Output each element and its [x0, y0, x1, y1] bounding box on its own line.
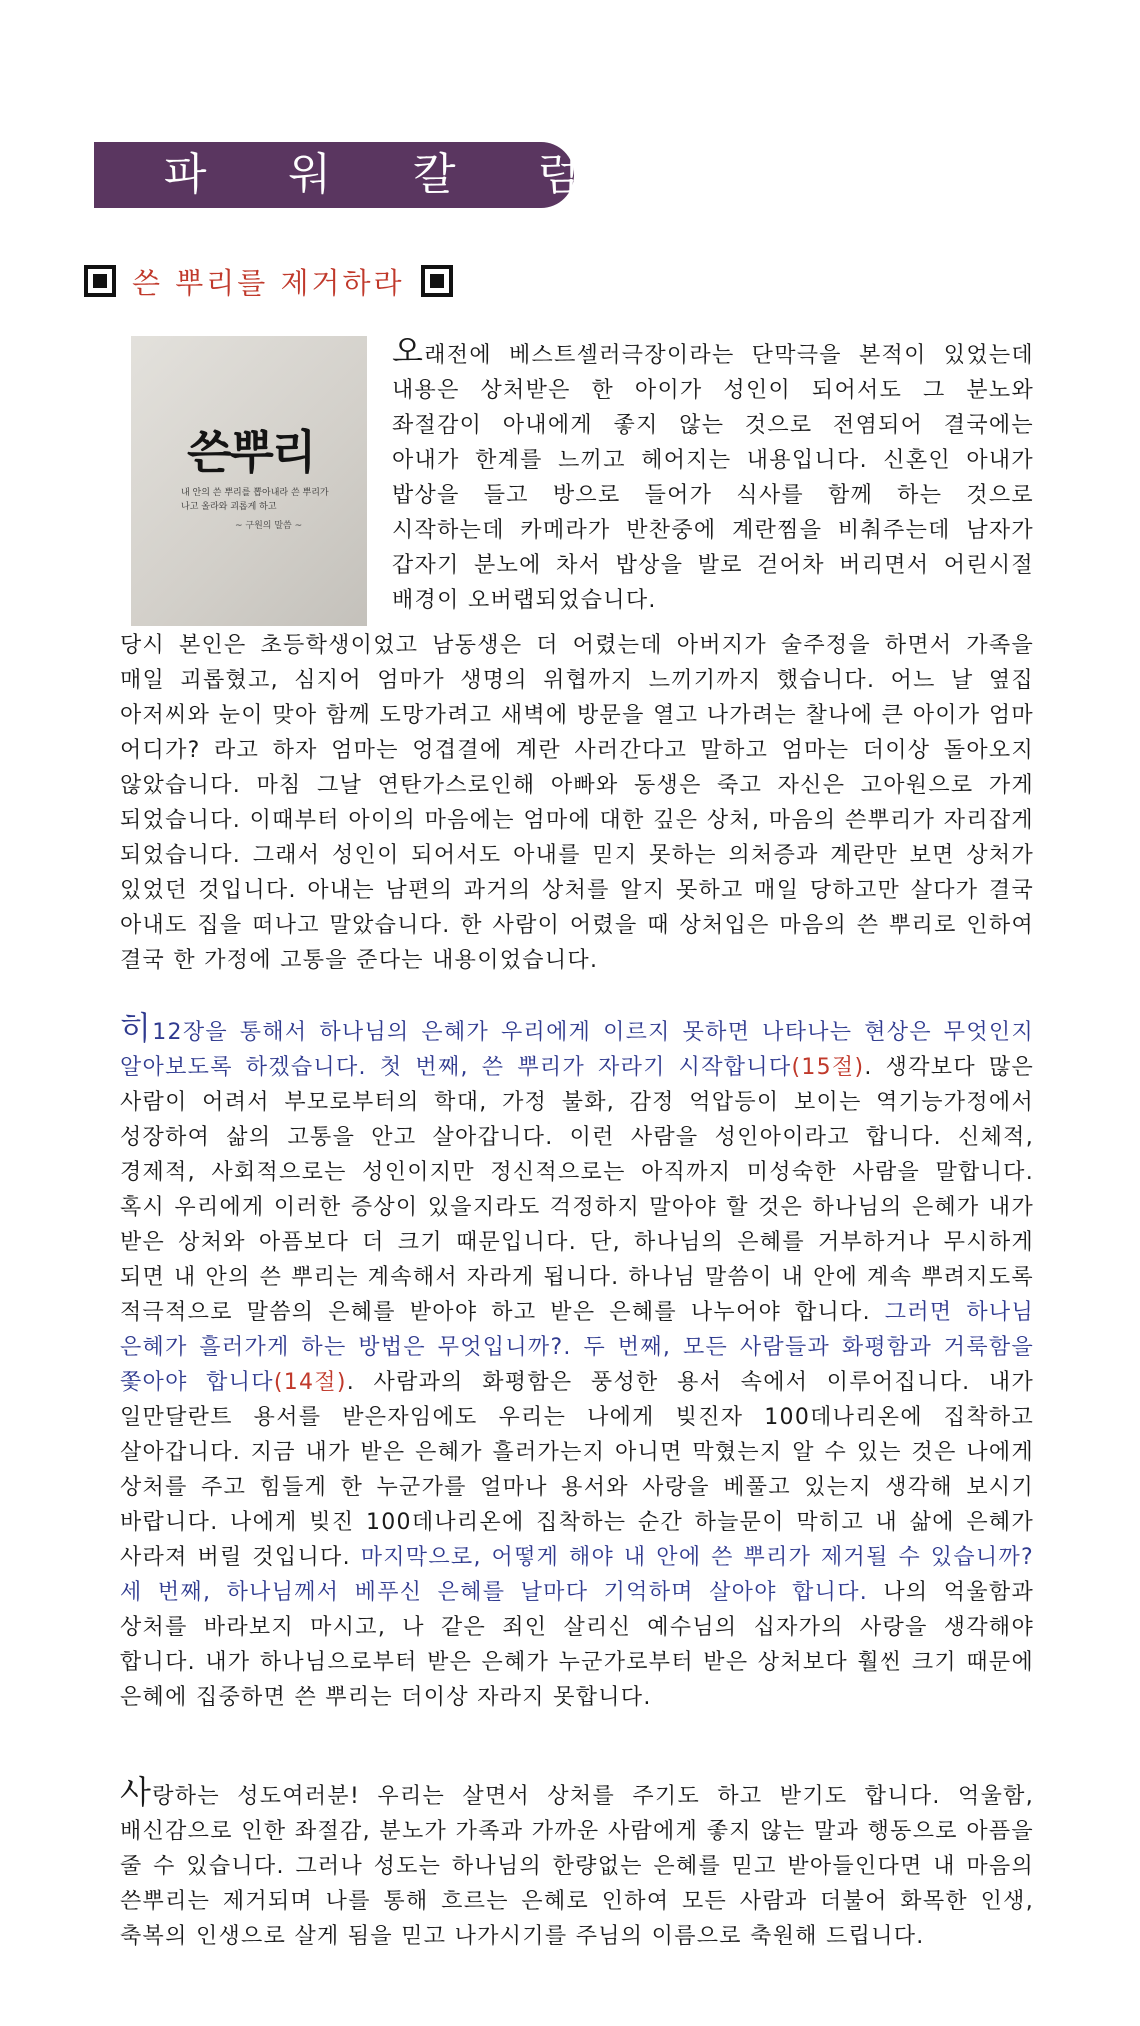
square-bullet-icon — [421, 265, 453, 297]
paragraph-text: 랑하는 성도여러분! 우리는 살면서 상처를 주기도 하고 받기도 합니다. 억울함, 배신감으로 인한 좌절감, 분노가 가족과 가까운 사람에게 좋지 않는 말과 행동으로 아픔을 줄 수 있습니다. 그러나 성도는 하나님의 한량없는 은혜를 믿고 받아들인다면 내 마음의 쓴뿌리는 제거되며 나를 통해 흐르는 은혜로 인하여 모든 사람과 더불어 화목한 인생, 축복의 인생으로 살게 됨을 믿고 나가시기를 주님의 이름으로 축원해 드립니다. — [120, 1784, 1034, 1949]
paragraph-text: 생각보다 많은 사람이 어려서 부모로부터의 학대, 가정 불화, 감정 억압등이 보이는 역기능가정에서 성장하여 삶의 고통을 안고 살아갑니다. 이런 사람을 성인아이라고 합니다. 신체적, 경제적, 사회적으로는 성인이지만 정신적으로는 아직까지 미성숙한 사람을 말합니다. 혹시 우리에게 이러한 증상이 있을지라도 걱정하지 말아야 할 것은 하나님의 은혜가 내가 받은 상처와 아픔보다 더 크기 때문입니다. 단, 하나님의 은혜를 거부하거나 무시하게 되면 내 안의 쓴 뿌리는 계속해서 자라게 됩니다. 하나님 말씀이 내 안에 계속 뿌려지도록 적극적으로 말씀의 은혜를 받아야 하고 받은 은혜를 나누어야 합니다. — [120, 1055, 1034, 1325]
dropcap: 사 — [120, 1773, 153, 1811]
photo-caption: 내 안의 쓴 뿌리를 뽑아내라 쓴 뿌리가 나고 올라와 괴롭게 하고 — [181, 488, 329, 512]
photo-title: 쓴뿌리 — [187, 425, 315, 479]
verse-reference: (14절) — [273, 1370, 347, 1395]
paragraph-3 — [120, 1773, 1034, 1954]
article-photo — [131, 336, 367, 626]
highlight-text: 그러면 하나님 은혜가 흘러가게 하는 방법은 무엇입니까?. 두 번째, 모든 사람들과 화평함과 거룩함을 쫓아야 합니다 — [120, 1300, 1035, 1395]
paragraph-text: 사람과의 화평함은 풍성한 용서 속에서 이루어집니다. 내가 일만달란트 용서를 받은자임에도 우리는 나에게 빚진자 100데나리온에 집착하고 살아갑니다. 지금 내가 받은 은혜가 흘러가는지 아니면 막혔는지 알 수 있는 것은 나에게 상처를 주고 힘들게 한 누군가를 얼마나 용서와 사랑을 베풀고 있는지 생각해 보시기 바랍니다. 나에게 빚진 100데나리온에 집착하는 순간 하늘문이 막히고 내 삶에 은혜가 사라져 버릴 것입니다. — [120, 1370, 1035, 1570]
photo-signature: ~ 구원의 말씀 ~ — [235, 521, 303, 531]
banner-label: 파 워 칼 럼 — [164, 149, 614, 200]
dropcap: 오 — [392, 332, 425, 370]
verse-reference: (15절) — [791, 1055, 865, 1080]
paragraph-2: 히12장을 통해서 하나님의 은혜가 우리에게 이르지 못하면 나타나는 현상은 무엇인지 알아보도록 하겠습니다. 첫 번째, 쓴 뿌리가 자라기 시작합니다(15절). 생각보다 많은 사람이 어려서 부모로부터의 학대, 가정 불화, 감정 억압등이 보이는 역기능가정에서 성장하여 삶의 고통을 안고 살아갑니다. 이런 사람을 성인아이라고 합니다. 신체적, 경제적, 사회적으로는 성인이지만 정신적으로는 아직까지 미성숙한 사람을 말합니다. 혹시 우리에게 이러한 증상이 있을지라도 걱정하지 말아야 할 것은 하나님의 은혜가 내가 받은 상처와 아픔보다 더 크기 때문입니다. 단, 하나님의 은혜를 거부하거나 무시하게 되면 내 안의 쓴 뿌리는 계속해서 자라게 됩니다. 하나님 말씀이 내 안에 계속 뿌려지도록 적극적으로 말씀의 은혜를 받아야 하고 받은 은혜를 나누어야 합니다. 그러면 하나님 은혜가 흘러가게 하는 방법은 무엇입니까?. 두 번째, 모든 사람들과 화평함과 거룩함을 쫓아야 합니다(14절). 사람과의 화평함은 풍성한 용서 속에서 이루어집니다. 내가 일만달란트 용서를 받은자임에도 우리는 나에게 빚진자 100데나리온에 집착하고 살아갑니다. 지금 내가 받은 은혜가 흘러가는지 아니면 막혔는지 알 수 있는 것은 나에게 상처를 주고 힘들게 한 누군가를 얼마나 용서와 사랑을 베풀고 있는지 생각해 보시기 바랍니다. 나에게 빚진 100데나리온에 집착하는 순간 하늘문이 막히고 내 삶에 은혜가 사라져 버릴 것입니다. 마지막으로, 어떻게 해야 내 안에 쓴 뿌리가 제거될 수 있습니까? 세 번째, 하나님께서 베푸신 은혜를 날마다 기억하며 살아야 합니다. 나의 억울함과 상처를 바라보지 마시고, 나 같은 죄인 살리신 예수님의 십자가의 사랑을 생각해야 합니다. 내가 하나님으로부터 받은 은혜가 누군가로부터 받은 상처보다 훨씬 크기 때문에 은혜에 집중하면 쓴 뿌리는 더이상 자라지 못합니다. — [120, 1009, 1035, 1710]
highlight-text: 12장을 통해서 하나님의 은혜가 우리에게 이르지 못하면 나타나는 현상은 무엇인지 알아보도록 하겠습니다. 첫 번째, 쓴 뿌리가 자라기 시작합니다 — [120, 1020, 1034, 1080]
highlight-text: 마지막으로, 어떻게 해야 내 안에 쓴 뿌리가 제거될 수 있습니까? 세 번째, 하나님께서 베푸신 은혜를 날마다 기억하며 살아야 합니다. — [120, 1545, 1034, 1605]
paragraph-text: 래전에 베스트셀러극장이라는 단막극을 본적이 있었는데 내용은 상처받은 한 아이가 성인이 되어서도 그 분노와 좌절감이 아내에게 좋지 않는 것으로 전염되어 결국에는 아내가 한계를 느끼고 헤어지는 내용입니다. 신혼인 아내가 밥상을 들고 방으로 들어가 식사를 함께 하는 것으로 시작하는데 카메라가 반찬중에 계란찜을 비춰주는데 남자가 갑자기 분노에 차서 밥상을 발로 걷어차 버리면서 어린시절 배경이 오버랩되었습니다. — [392, 343, 1034, 613]
article-title-row — [84, 258, 453, 304]
square-bullet-icon — [84, 265, 116, 297]
paragraph-text: 나의 억울함과 상처를 바라보지 마시고, 나 같은 죄인 살리신 예수님의 십자가의 사랑을 생각해야 합니다. 내가 하나님으로부터 받은 은혜가 누군가로부터 받은 상처보다 훨씬 크기 때문에 은혜에 집중하면 쓴 뿌리는 더이상 자라지 못합니다. — [120, 1580, 1035, 1710]
column-banner — [94, 142, 614, 208]
dropcap: 히 — [120, 1009, 153, 1047]
paragraph-1-wrapped — [392, 332, 1034, 618]
paragraph-1-rest: 당시 본인은 초등학생이었고 남동생은 더 어렸는데 아버지가 술주정을 하면서 가족을 매일 괴롭혔고, 심지어 엄마가 생명의 위협까지 느끼기까지 했습니다. 어느 날 옆집 아저씨와 눈이 맞아 함께 도망가려고 새벽에 방문을 열고 나가려는 찰나에 큰 아이가 엄마 어디가? 라고 하자 엄마는 엉겹결에 계란 사러간다고 말하고 엄마는 더이상 돌아오지 않았습니다. 마침 그날 연탄가스로인해 아빠와 동생은 죽고 자신은 고아원으로 가게 되었습니다. 이때부터 아이의 마음에는 엄마에 대한 깊은 상처, 마음의 쓴뿌리가 자리잡게 되었습니다. 그래서 성인이 되어서도 아내를 믿지 못하는 의처증과 계란만 보면 상처가 있었던 것입니다. 아내는 남편의 과거의 상처를 알지 못하고 매일 당하고만 살다가 결국 아내도 집을 떠나고 말았습니다. 한 사람이 어렸을 때 상처입은 마음의 쓴 뿌리로 인하여 결국 한 가정에 고통을 준다는 내용이었습니다. — [120, 633, 1035, 973]
article-title: 쓴 뿌리를 제거하라 — [132, 265, 405, 300]
